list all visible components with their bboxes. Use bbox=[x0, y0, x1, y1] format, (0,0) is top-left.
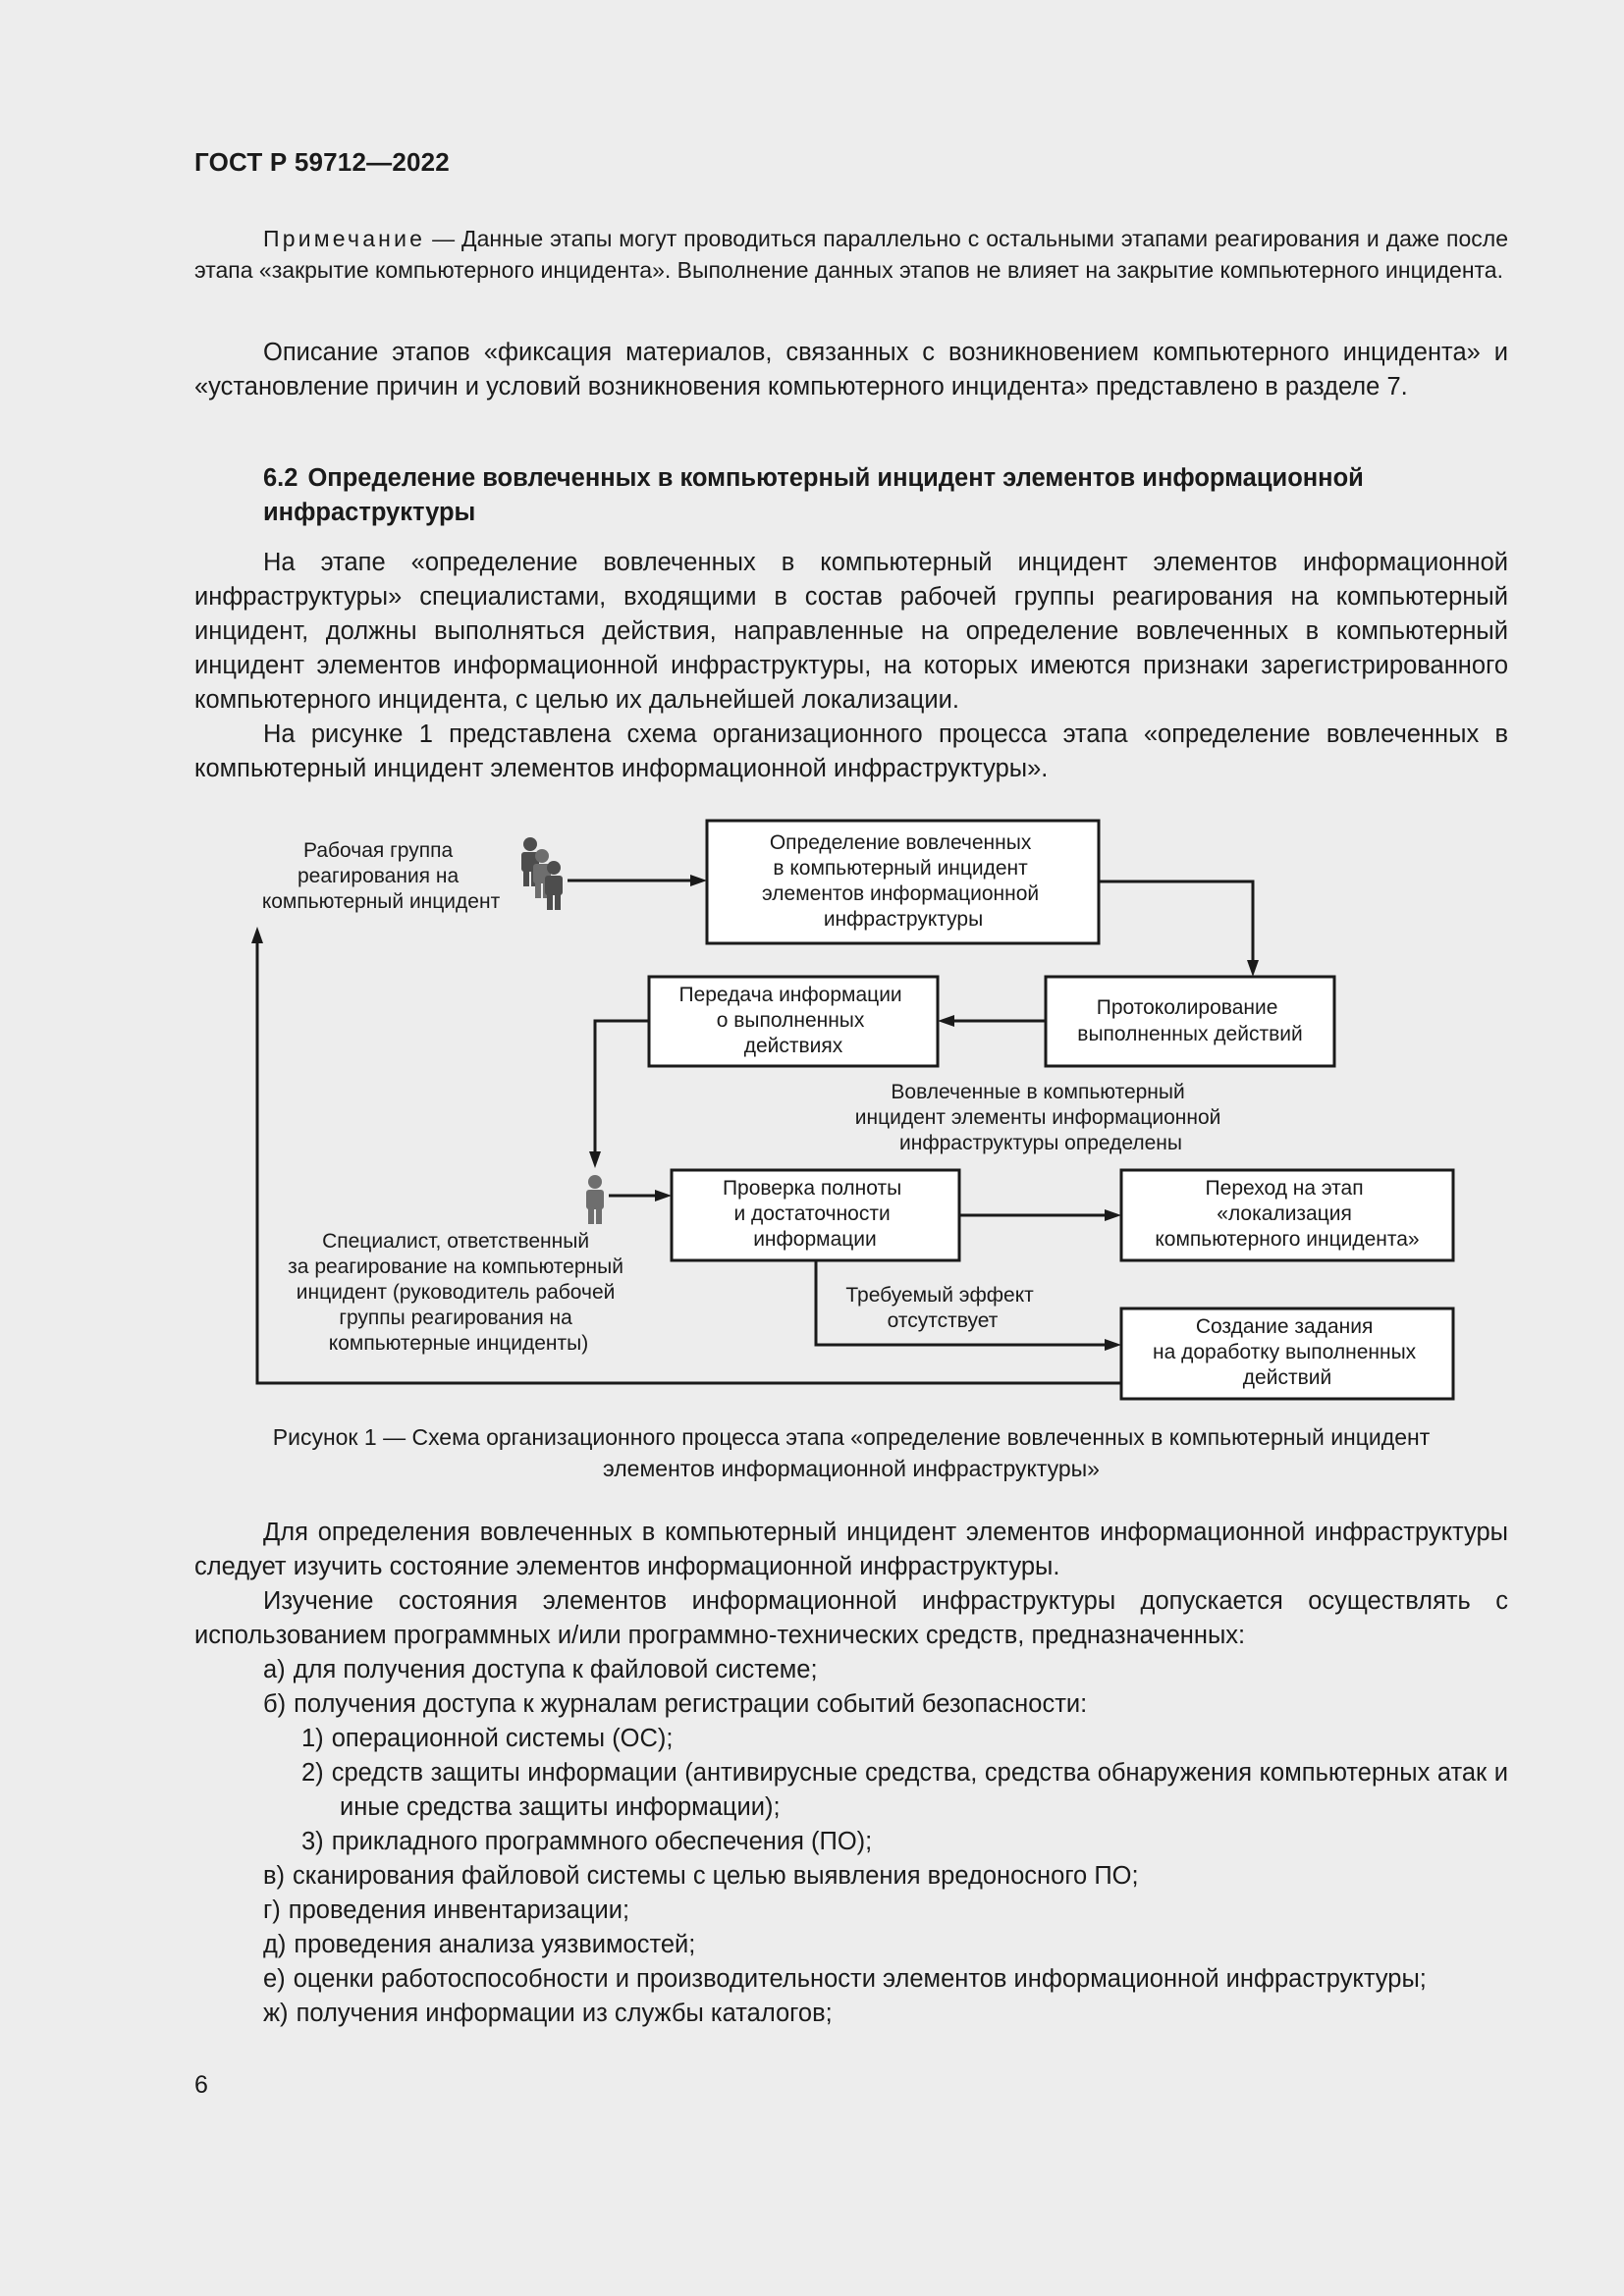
actor-group-label: Рабочая группа реагирования на компьютерный инцидент bbox=[261, 839, 501, 913]
group-icon bbox=[521, 837, 563, 910]
section-number: 6.2 bbox=[263, 464, 298, 492]
figure-caption bbox=[194, 1421, 1508, 1484]
after-diagram-text bbox=[194, 1516, 1508, 1653]
list-item: 3) прикладного программного обеспечения (ПО); bbox=[301, 1828, 873, 1855]
list-item: б) получения доступа к журналам регистрации событий безопасности: bbox=[263, 1690, 1088, 1718]
section-title: Определение вовлеченных в компьютерный инцидент элементов информационной инфраструктуры bbox=[263, 464, 1364, 526]
section-paragraph-2: На рисунке 1 представлена схема организационного процесса этапа «определение вовлеченных в компьютерный инцидент элементов информационной инфраструктуры». bbox=[194, 721, 1508, 782]
section-paragraph-1: На этапе «определение вовлеченных в компьютерный инцидент элементов информационной инфраструктуры» специалистами, входящими в состав рабочей группы реагирования на компьютерный инцидент, должны выполняться действия, направленные на определение вовлеченных в компьютерный инцидент элементов информационной инфраструктуры, на которых имеются признаки зарегистрированного компьютерного инцидента, с целью их дальнейшей локализации. bbox=[194, 549, 1508, 714]
list-item: ж) получения информации из службы каталогов; bbox=[263, 2000, 833, 2027]
note-text: — Данные этапы могут проводиться параллельно с остальными этапами реагирования и даже после этапа «закрытие компьютерного инцидента». Выполнение данных этапов не влияет на закрытие компьютерного инцидента. bbox=[194, 226, 1508, 283]
note-label: Примечание bbox=[263, 226, 426, 251]
list-item: е) оценки работоспособности и производительности элементов информационной инфраструктуры; bbox=[263, 1965, 1427, 1993]
list-item: а) для получения доступа к файловой системе; bbox=[263, 1656, 818, 1683]
box-task-text: Создание задания на доработку выполненных действий bbox=[1152, 1315, 1417, 1389]
page-number: 6 bbox=[194, 2071, 208, 2099]
actor-specialist-label: Специалист, ответственный за реагирование на компьютерный инцидент (руководитель рабочей группы реагирования на компьютерные инциденты) bbox=[288, 1230, 623, 1355]
box-check-text: Проверка полноты и достаточности информации bbox=[722, 1177, 902, 1251]
tools-list bbox=[194, 1653, 1508, 2031]
specialist-icon bbox=[586, 1175, 604, 1224]
box-protocol-text: Протоколирование выполненных действий bbox=[1077, 996, 1303, 1045]
list-item: 2) средств защиты информации (антивирусные средства, средства обнаружения компьютерных атак и иные средства защиты информации); bbox=[301, 1759, 1508, 1821]
after-paragraph-1: Для определения вовлеченных в компьютерный инцидент элементов информационной инфраструктуры следует изучить состояние элементов информационной инфраструктуры. bbox=[194, 1519, 1508, 1580]
list-item: г) проведения инвентаризации; bbox=[263, 1896, 630, 1924]
box-define-text: Определение вовлеченных в компьютерный инцидент элементов информационной инфраструктуры bbox=[762, 831, 1040, 931]
list-item: 1) операционной системы (ОС); bbox=[301, 1725, 674, 1752]
after-paragraph-2: Изучение состояния элементов информационной инфраструктуры допускается осуществлять с использованием программных и/или программно-технических средств, предназначенных: bbox=[194, 1587, 1508, 1649]
box-transition-text: Переход на этап «локализация компьютерного инцидента» bbox=[1155, 1177, 1420, 1251]
label-elements-defined: Вовлеченные в компьютерный инцидент элементы информационной инфраструктуры определены bbox=[854, 1081, 1221, 1154]
list-item: в) сканирования файловой системы с целью выявления вредоносного ПО; bbox=[263, 1862, 1139, 1890]
label-no-effect: Требуемый эффект отсутствует bbox=[845, 1284, 1034, 1332]
intro-text: Описание этапов «фиксация материалов, связанных с возникновением компьютерного инцидента» и «установление причин и условий возникновения компьютерного инцидента» представлено в разделе 7. bbox=[194, 339, 1508, 400]
caption-line-1: Рисунок 1 — Схема организационного процесса этапа «определение вовлеченных в компьютерный инцидент bbox=[272, 1424, 1431, 1450]
box-protocol bbox=[1046, 977, 1334, 1066]
caption-line-2: элементов информационной инфраструктуры» bbox=[603, 1456, 1100, 1481]
list-item: д) проведения анализа уязвимостей; bbox=[263, 1931, 696, 1958]
box-transfer-text: Передача информации о выполненных действиях bbox=[678, 984, 902, 1057]
document-id: ГОСТ Р 59712—2022 bbox=[194, 147, 450, 177]
